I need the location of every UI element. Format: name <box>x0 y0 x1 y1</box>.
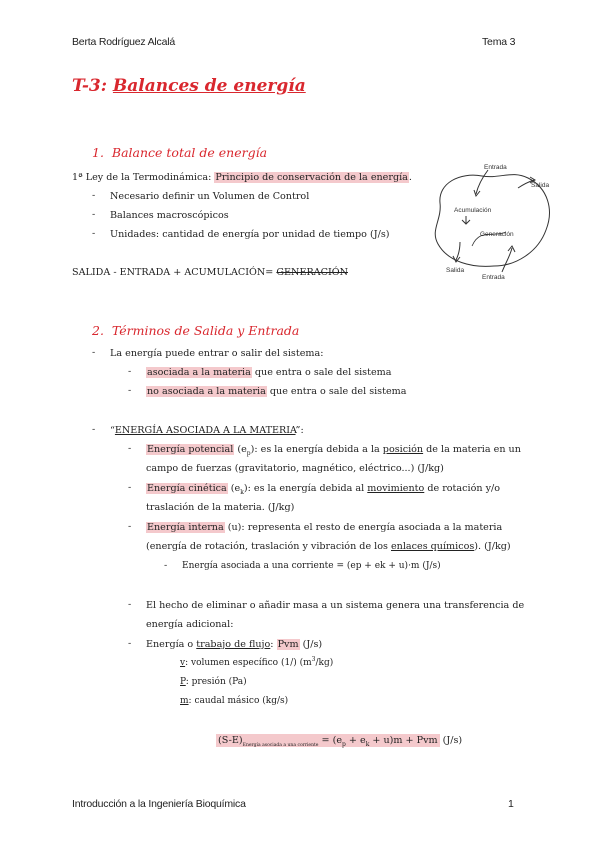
label-entrada-top: Entrada <box>484 164 507 171</box>
bullet-dash: - <box>164 560 168 571</box>
s2-sub2 <box>146 385 406 398</box>
assoc-close: ”: <box>295 425 304 436</box>
header-author: Berta Rodríguez Alcalá <box>72 36 175 48</box>
header-topic: Tema 3 <box>482 36 516 48</box>
section2-heading <box>92 323 299 338</box>
final-units: (J/s) <box>439 735 463 746</box>
ep-line-1 <box>146 443 521 456</box>
bullet-dash: - <box>128 443 132 454</box>
final-a: (S-E) <box>218 735 243 746</box>
ep-highlight: Energía potencial <box>147 444 234 455</box>
final-sub-k: k <box>365 740 370 748</box>
s1-bullet-2: Unidades: cantidad de energía por unidad de tiempo (J/s) <box>110 229 390 240</box>
ep-sym-open: (e <box>234 444 247 455</box>
ei-rest: (u): representa el resto de energía asociada a la materia <box>224 522 503 533</box>
stream-energy: Energía asociada a una corriente = (ep + ek + u)·m (J/s) <box>182 561 441 571</box>
ei-line-1 <box>146 521 502 534</box>
flow-b: : <box>270 639 277 650</box>
bullet-dash: - <box>92 228 96 239</box>
v-definition <box>180 657 333 670</box>
ep-sub: p <box>246 449 251 457</box>
add-mass-line-1: El hecho de eliminar o añadir masa a un sistema genera una transferencia de <box>146 600 525 611</box>
sub1-rest: que entra o sale del sistema <box>251 367 392 378</box>
label-entrada-bottom: Entrada <box>482 274 505 281</box>
s2-sub1 <box>146 366 391 379</box>
balance-equation <box>72 266 348 279</box>
assoc-title: ENERGÍA ASOCIADA A LA MATERIA <box>114 425 296 436</box>
final-c: + e <box>345 735 366 746</box>
final-d: + u)m + Pvm <box>369 735 438 746</box>
final-equation <box>216 734 462 747</box>
equation-struck: GENERACIÓN <box>276 267 348 278</box>
ek-highlight: Energía cinética <box>147 483 227 494</box>
s1-bullet-0: Necesario definir un Volumen de Control <box>110 191 310 202</box>
bullet-dash: - <box>92 190 96 201</box>
ek-sub: k <box>240 488 244 496</box>
bullet-dash: - <box>128 366 132 377</box>
flow-work-line <box>146 638 322 651</box>
bullet-dash: - <box>92 209 96 220</box>
page-title <box>72 76 306 96</box>
section1-title: Balance total de energía <box>111 145 268 160</box>
first-law-label: 1ª Ley de la Termodinámica: <box>72 172 212 183</box>
assoc-open: “ <box>110 425 115 436</box>
ei-line2-a: (energía de rotación, traslación y vibración de los <box>146 541 391 552</box>
ep-rest: de la materia en un <box>423 444 521 455</box>
p-definition <box>180 676 247 689</box>
label-acumulacion: Acumulación <box>454 207 492 214</box>
section2-number: 2. <box>92 323 104 338</box>
bullet-dash: - <box>128 385 132 396</box>
v-desc-b: /kg) <box>315 658 334 668</box>
ek-rest: de rotación y/o <box>424 483 501 494</box>
bullet-dash: - <box>92 347 96 358</box>
first-law-end: . <box>408 172 412 183</box>
m-definition <box>180 695 288 708</box>
section1-heading <box>92 145 267 160</box>
s2-intro: La energía puede entrar o salir del sistema: <box>110 348 324 359</box>
v-desc-a: : volumen específico (1/) (m <box>185 658 312 668</box>
final-b: = (e <box>318 735 343 746</box>
flow-underlined: trabajo de flujo <box>196 639 271 650</box>
s1-bullet-1: Balances macroscópicos <box>110 210 229 221</box>
v-sup: 3 <box>311 656 316 663</box>
ek-underlined: movimiento <box>367 483 425 494</box>
final-sub-p: p <box>342 740 346 748</box>
bullet-dash: - <box>128 638 132 649</box>
ek-line-1 <box>146 482 500 495</box>
ei-line2-underlined: enlaces químicos <box>391 541 475 552</box>
footer-page-number: 1 <box>508 798 514 810</box>
control-volume-diagram <box>420 158 558 284</box>
first-law-highlight: Principio de conservación de la energía <box>215 172 408 183</box>
assoc-heading <box>110 424 304 437</box>
flow-a: Energía o <box>146 639 197 650</box>
flow-highlight: Pvm <box>277 639 299 650</box>
arrow-in-top <box>476 170 488 194</box>
sub1-highlight: asociada a la materia <box>147 367 251 378</box>
v-symbol: v <box>180 658 186 668</box>
p-symbol: P <box>180 677 186 687</box>
ek-sym-open: (e <box>227 483 241 494</box>
flow-units: (J/s) <box>299 639 323 650</box>
ek-sym-close: ): es la energía debida al <box>243 483 368 494</box>
first-law-line <box>72 171 412 184</box>
sub2-highlight: no asociada a la materia <box>147 386 266 397</box>
sub2-rest: que entra o sale del sistema <box>266 386 407 397</box>
footer-course: Introducción a la Ingeniería Bioquímica <box>72 798 246 810</box>
add-mass-line-2: energía adicional: <box>146 619 234 630</box>
accumulation-arrow <box>462 216 470 224</box>
equation-main: SALIDA - ENTRADA + ACUMULACIÓN= <box>72 267 274 278</box>
p-desc: : presión (Pa) <box>185 677 247 687</box>
ei-highlight: Energía interna <box>147 522 224 533</box>
ei-line2-b: ). (J/kg) <box>474 541 511 552</box>
ep-underlined: posición <box>382 444 424 455</box>
section2-title: Términos de Salida y Entrada <box>111 323 300 338</box>
arrow-in-bottom <box>502 248 512 272</box>
section1-number: 1. <box>92 145 104 160</box>
ek-line-2: traslación de la materia. (J/kg) <box>146 502 295 513</box>
ep-sym-close: ): es la energía debida a la <box>250 444 383 455</box>
ei-line-2 <box>146 540 511 553</box>
title-text: Balances de energía <box>112 76 306 96</box>
label-generacion: Generación <box>480 231 514 238</box>
title-prefix: T-3: <box>72 76 107 96</box>
ep-line-2: campo de fuerzas (gravitatorio, magnético, eléctrico...) (J/kg) <box>146 463 444 474</box>
final-sub: Energía asociada a una corriente <box>242 742 319 748</box>
label-salida-right: Salida <box>531 182 550 189</box>
label-salida-bottom: Salida <box>446 267 465 274</box>
bullet-dash: - <box>128 482 132 493</box>
m-desc: : caudal másico (kg/s) <box>188 696 289 706</box>
m-symbol: m <box>180 696 189 706</box>
final-equation-highlight <box>216 734 440 747</box>
bullet-dash: - <box>128 521 132 532</box>
bullet-dash: - <box>128 599 132 610</box>
bullet-dash: - <box>92 424 96 435</box>
